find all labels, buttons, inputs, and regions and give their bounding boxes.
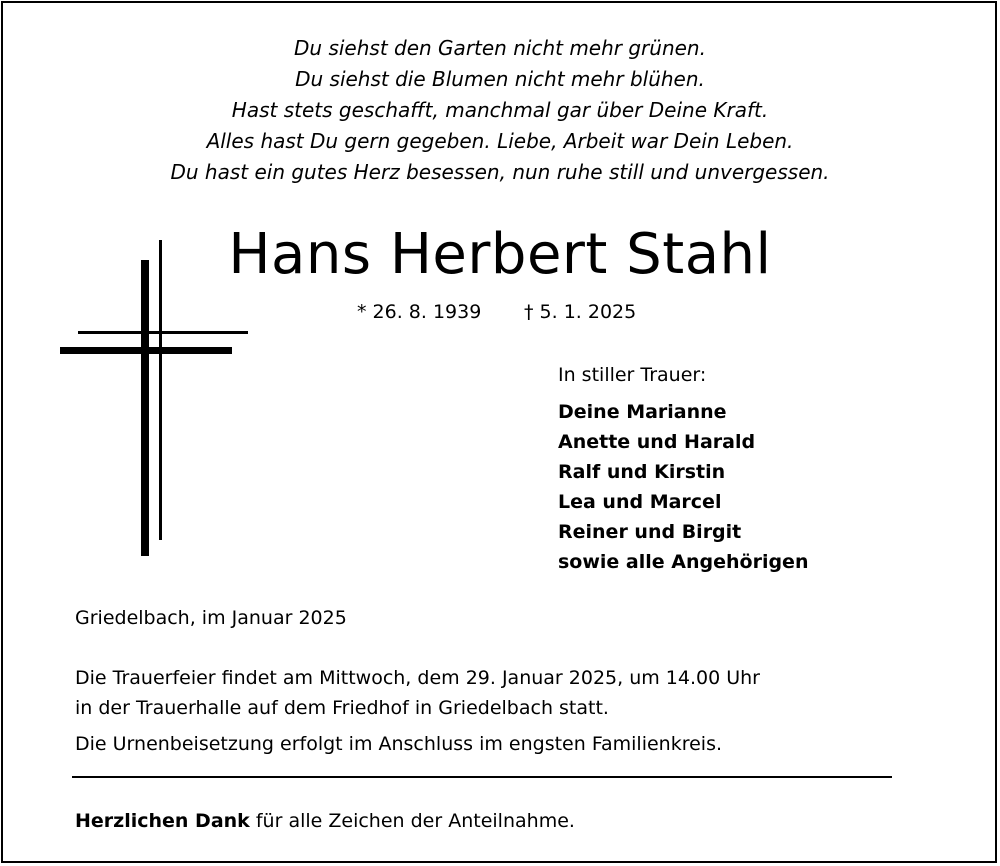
death-date: † 5. 1. 2025 (524, 301, 637, 323)
mourner-name: Ralf und Kirstin (558, 461, 726, 483)
mourner-name: Anette und Harald (558, 431, 756, 453)
service-line: Die Urnenbeisetzung erfolgt im Anschluss im engsten Familienkreis. (75, 733, 723, 755)
mourners-block (558, 361, 958, 577)
poem-line: Du siehst die Blumen nicht mehr blühen. (295, 67, 705, 91)
service-line: in der Trauerhalle auf dem Friedhof in Griedelbach statt. (75, 697, 609, 719)
poem-line: Hast stets geschafft, manchmal gar über Deine Kraft. (231, 98, 769, 122)
deceased-name: Hans Herbert Stahl (228, 222, 772, 287)
place-date: Griedelbach, im Januar 2025 (75, 607, 347, 629)
thanks-note (75, 807, 575, 835)
poem-line: Du hast ein gutes Herz besessen, nun ruhe still und unvergessen. (170, 160, 830, 184)
mourner-name: Lea und Marcel (558, 491, 722, 513)
thanks-rest: für alle Zeichen der Anteilnahme. (249, 810, 575, 832)
mourning-label: In stiller Trauer: (558, 364, 707, 386)
funeral-service-info (75, 663, 935, 759)
mourner-name: sowie alle Angehörigen (558, 551, 809, 573)
service-line: Die Trauerfeier findet am Mittwoch, dem 29. Januar 2025, um 14.00 Uhr (75, 667, 760, 689)
poem-line: Du siehst den Garten nicht mehr grünen. (294, 36, 706, 60)
mourner-name: Deine Marianne (558, 401, 727, 423)
mourner-name: Reiner und Birgit (558, 521, 742, 543)
thanks-bold: Herzlichen Dank (75, 810, 250, 832)
poem (0, 33, 1000, 188)
poem-line: Alles hast Du gern gegeben. Liebe, Arbeit war Dein Leben. (206, 129, 794, 153)
divider (72, 776, 892, 778)
birth-date: * 26. 8. 1939 (357, 301, 482, 323)
